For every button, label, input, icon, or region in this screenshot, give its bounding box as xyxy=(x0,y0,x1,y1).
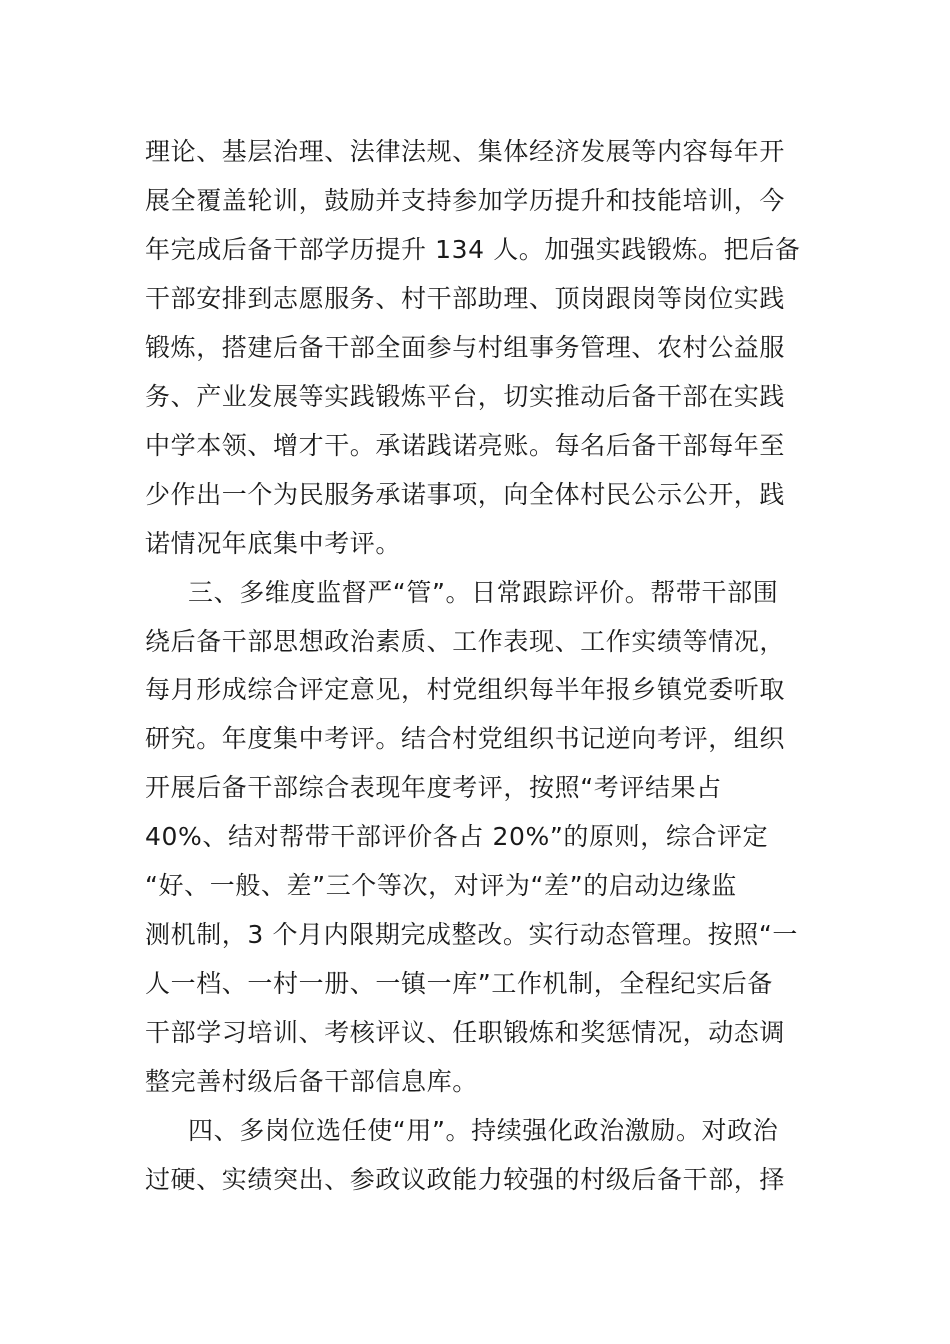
text-line: 测机制，3 个月内限期完成整改。实行动态管理。按照“一 xyxy=(145,920,799,949)
text-line: 少作出一个为民服务承诺事项，向全体村民公示公开，践 xyxy=(145,480,786,509)
text-line: 开展后备干部综合表现年度考评，按照“考评结果占 xyxy=(145,773,722,802)
text-line: 展全覆盖轮训，鼓励并支持参加学历提升和技能培训，今 xyxy=(145,186,786,215)
text-line: 干部学习培训、考核评议、任职锻炼和奖惩情况，动态调 xyxy=(145,1018,786,1047)
section-heading-line: 四、多岗位选任使“用”。持续强化政治激励。对政治 xyxy=(188,1116,779,1145)
text-line: 诺情况年底集中考评。 xyxy=(145,529,402,558)
text-line: “好、一般、差”三个等次，对评为“差”的启动边缘监 xyxy=(145,871,737,900)
text-line: 40%、结对帮带干部评价各占 20%”的原则，综合评定 xyxy=(145,822,769,851)
text-line: 研究。年度集中考评。结合村党组织书记逆向考评，组织 xyxy=(145,724,786,753)
text-line: 锻炼，搭建后备干部全面参与村组事务管理、农村公益服 xyxy=(145,333,786,362)
text-line: 干部安排到志愿服务、村干部助理、顶岗跟岗等岗位实践 xyxy=(145,284,786,313)
text-line: 绕后备干部思想政治素质、工作表现、工作实绩等情况， xyxy=(145,627,786,656)
text-line: 中学本领、增才干。承诺践诺亮账。每名后备干部每年至 xyxy=(145,431,786,460)
text-line: 理论、基层治理、法律法规、集体经济发展等内容每年开 xyxy=(145,137,786,166)
text-line: 人一档、一村一册、一镇一库”工作机制，全程纪实后备 xyxy=(145,969,773,998)
text-line: 每月形成综合评定意见，村党组织每半年报乡镇党委听取 xyxy=(145,675,786,704)
text-line: 务、产业发展等实践锻炼平台，切实推动后备干部在实践 xyxy=(145,382,786,411)
text-line: 过硬、实绩突出、参政议政能力较强的村级后备干部，择 xyxy=(145,1165,786,1194)
text-line: 整完善村级后备干部信息库。 xyxy=(145,1067,478,1096)
section-heading-line: 三、多维度监督严“管”。日常跟踪评价。帮带干部围 xyxy=(188,578,779,607)
text-line: 年完成后备干部学历提升 134 人。加强实践锻炼。把后备 xyxy=(145,235,801,264)
